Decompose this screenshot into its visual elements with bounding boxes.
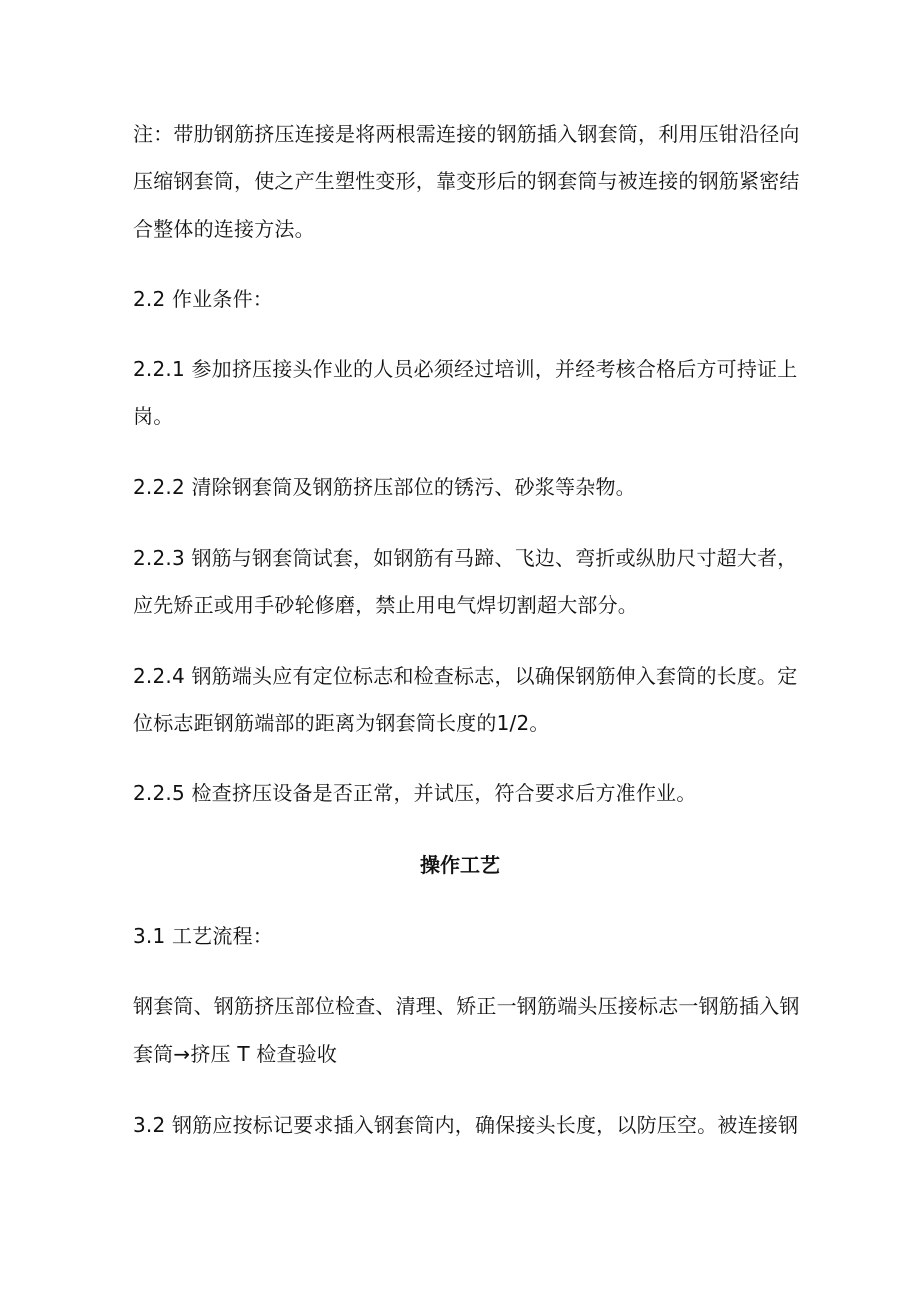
item-2-2-4-line-2: 位标志距钢筋端部的距离为钢套筒长度的1/2。 [133,711,550,735]
item-2-2-5-line-1: 2.2.5 检查挤压设备是否正常，并试压，符合要求后方准作业。 [133,781,697,805]
section-heading: 操作工艺 [420,853,500,877]
item-2-2-3-line-1: 2.2.3 钢筋与钢套筒试套，如钢筋有马蹄、飞边、弯折或纵肋尺寸超大者， [133,546,798,570]
item-2-2-3-line-2: 应先矫正或用手砂轮修磨，禁止用电气焊切割超大部分。 [133,593,638,617]
item-3-2-line-1: 3.2 钢筋应按标记要求插入钢套筒内，确保接头长度，以防压空。被连接钢 [133,1113,799,1137]
flow-line-2: 套筒→挤压 T 检查验收 [133,1042,338,1066]
section-3-1-title: 3.1 工艺流程： [133,924,273,948]
flow-line-1: 钢套筒、钢筋挤压部位检查、清理、矫正一钢筋端头压接标志一钢筋插入钢 [133,994,800,1018]
note-line-3: 合整体的连接方法。 [133,217,315,241]
section-2-2-title: 2.2 作业条件： [133,287,273,311]
item-2-2-2-line-1: 2.2.2 清除钢套筒及钢筋挤压部位的锈污、砂浆等杂物。 [133,475,636,499]
note-line-2: 压缩钢套筒，使之产生塑性变形，靠变形后的钢套筒与被连接的钢筋紧密结 [133,169,800,193]
item-2-2-1-line-1: 2.2.1 参加挤压接头作业的人员必须经过培训，并经考核合格后方可持证上 [133,357,798,381]
item-2-2-4-line-1: 2.2.4 钢筋端头应有定位标志和检查标志，以确保钢筋伸入套筒的长度。定 [133,664,798,688]
note-line-1: 注：带肋钢筋挤压连接是将两根需连接的钢筋插入钢套筒，利用压钳沿径向 [133,122,800,146]
item-2-2-1-line-2: 岗。 [133,404,174,428]
